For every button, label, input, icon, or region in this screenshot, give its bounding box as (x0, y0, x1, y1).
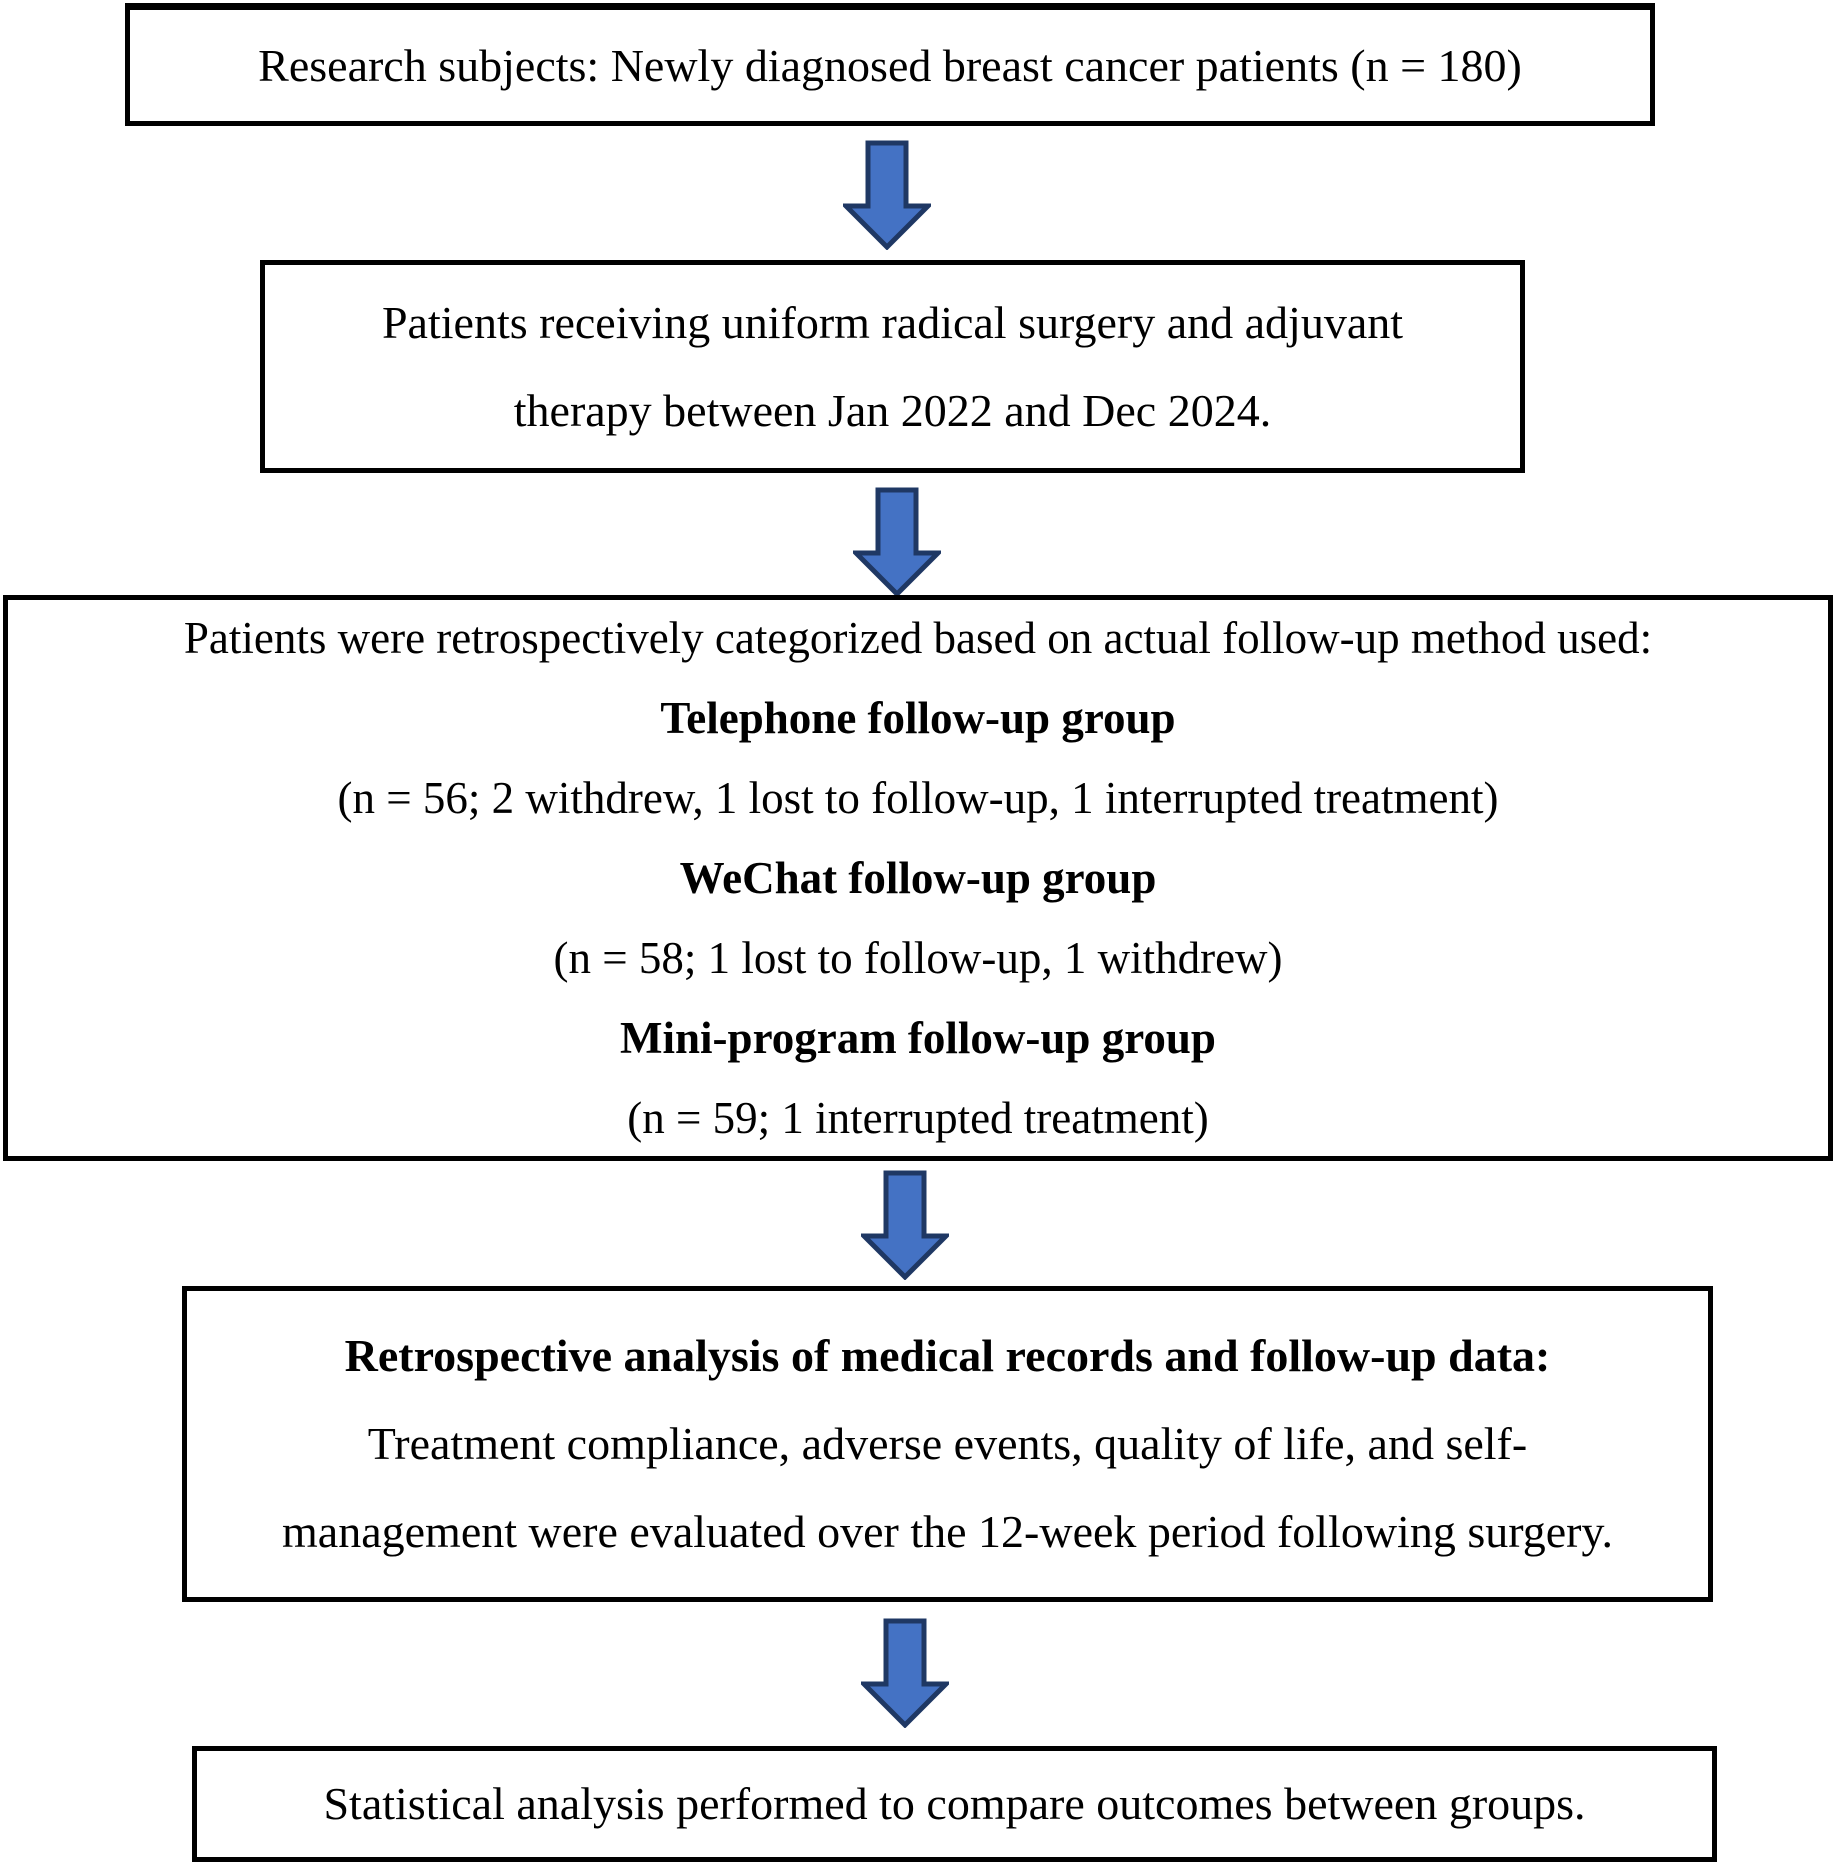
wechat-group-label: WeChat follow-up group (679, 853, 1157, 903)
miniprogram-group-label: Mini-program follow-up group (620, 1013, 1216, 1063)
box-text-line: management were evaluated over the 12-week period following surgery. (282, 1506, 1613, 1557)
down-arrow-icon (861, 1618, 949, 1728)
box-retrospective-analysis (182, 1286, 1713, 1602)
box-follow-up-categorization (3, 595, 1833, 1161)
box-heading-line: Retrospective analysis of medical records and follow-up data: (344, 1330, 1551, 1381)
down-arrow-icon (861, 1170, 949, 1280)
down-arrow-shape (864, 1621, 946, 1725)
down-arrow-icon (853, 487, 941, 597)
miniprogram-group-detail: (n = 59; 1 interrupted treatment) (627, 1093, 1209, 1143)
box-text-line: Research subjects: Newly diagnosed breast cancer patients (n = 180) (258, 39, 1522, 91)
telephone-group-detail: (n = 56; 2 withdrew, 1 lost to follow-up, 1 interrupted treatment) (337, 773, 1499, 823)
down-arrow-shape (846, 143, 928, 247)
box-text-line: Patients were retrospectively categorized based on actual follow-up method used: (183, 613, 1653, 663)
box-text-line: Patients receiving uniform radical surgery and adjuvant (381, 296, 1404, 348)
box-text-line: Treatment compliance, adverse events, quality of life, and self- (367, 1418, 1528, 1469)
box-text-line: therapy between Jan 2022 and Dec 2024. (513, 384, 1272, 436)
box-statistical-analysis (192, 1746, 1717, 1862)
down-arrow-shape (864, 1173, 946, 1277)
telephone-group-label: Telephone follow-up group (660, 693, 1176, 743)
box-surgery-adjuvant-therapy (260, 260, 1525, 473)
down-arrow-shape (856, 490, 938, 594)
box-research-subjects (125, 3, 1655, 126)
down-arrow-icon (843, 140, 931, 250)
wechat-group-detail: (n = 58; 1 lost to follow-up, 1 withdrew) (553, 933, 1283, 983)
box-text-line: Statistical analysis performed to compare outcomes between groups. (323, 1778, 1586, 1829)
